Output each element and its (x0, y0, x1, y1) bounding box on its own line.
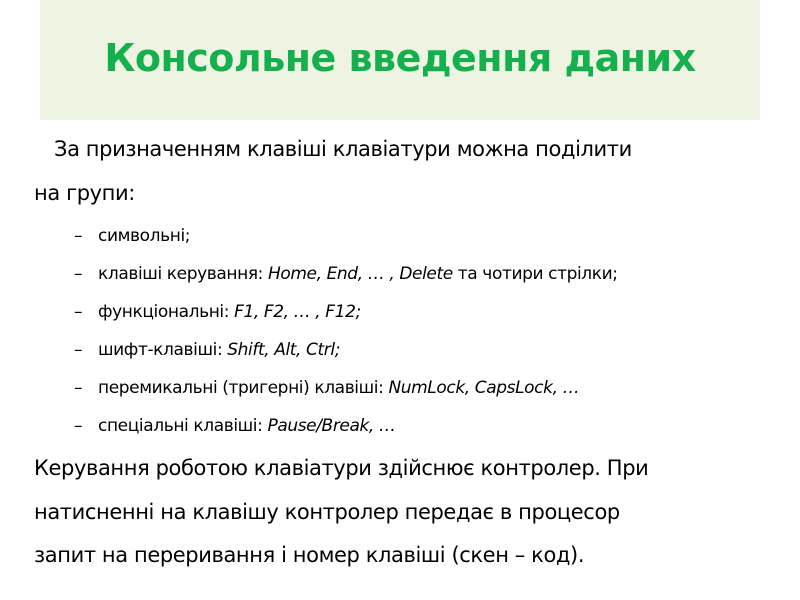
bullet-keys: NumLock, CapsLock, … (388, 378, 580, 398)
intro-line-2: на групи: (34, 181, 135, 205)
bullet-keys: Shift, Alt, Ctrl; (227, 340, 341, 360)
bullet-keys: Home, End, … , Delete (267, 264, 453, 284)
bullet-tail: та чотири стрілки; (452, 264, 618, 284)
bullet-text: спеціальні клавіші: (98, 416, 268, 436)
bullet-item (74, 416, 396, 436)
paragraph-line-1: Керування роботою клавіатури здійснює контролер. При (34, 456, 649, 480)
bullet-text: шифт-клавіші: (98, 340, 228, 360)
bullet-dash: – (74, 226, 83, 246)
bullet-keys: F1, F2, … , F12; (234, 302, 361, 322)
bullet-text: клавіші керування: (98, 264, 268, 284)
bullet-item (74, 340, 340, 360)
paragraph-line-2: натисненні на клавішу контролер передає в процесор (34, 500, 620, 524)
bullet-item (74, 264, 618, 284)
bullet-text: функціональні: (98, 302, 235, 322)
intro-line-1: За призначенням клавіші клавіатури можна поділити (54, 137, 632, 161)
bullet-dash: – (74, 264, 83, 284)
bullet-text: символьні; (98, 226, 191, 246)
bullet-dash: – (74, 340, 83, 360)
bullet-dash: – (74, 416, 83, 436)
bullet-text: перемикальні (тригерні) клавіші: (98, 378, 389, 398)
slide-title: Консольне введення даних (104, 36, 696, 80)
paragraph-line-3: запит на переривання і номер клавіші (скен – код). (34, 543, 585, 567)
bullet-item (74, 226, 190, 246)
bullet-keys: Pause/Break, … (267, 416, 396, 436)
bullet-dash: – (74, 302, 83, 322)
bullet-item (74, 302, 361, 322)
bullet-item (74, 378, 579, 398)
bullet-dash: – (74, 378, 83, 398)
